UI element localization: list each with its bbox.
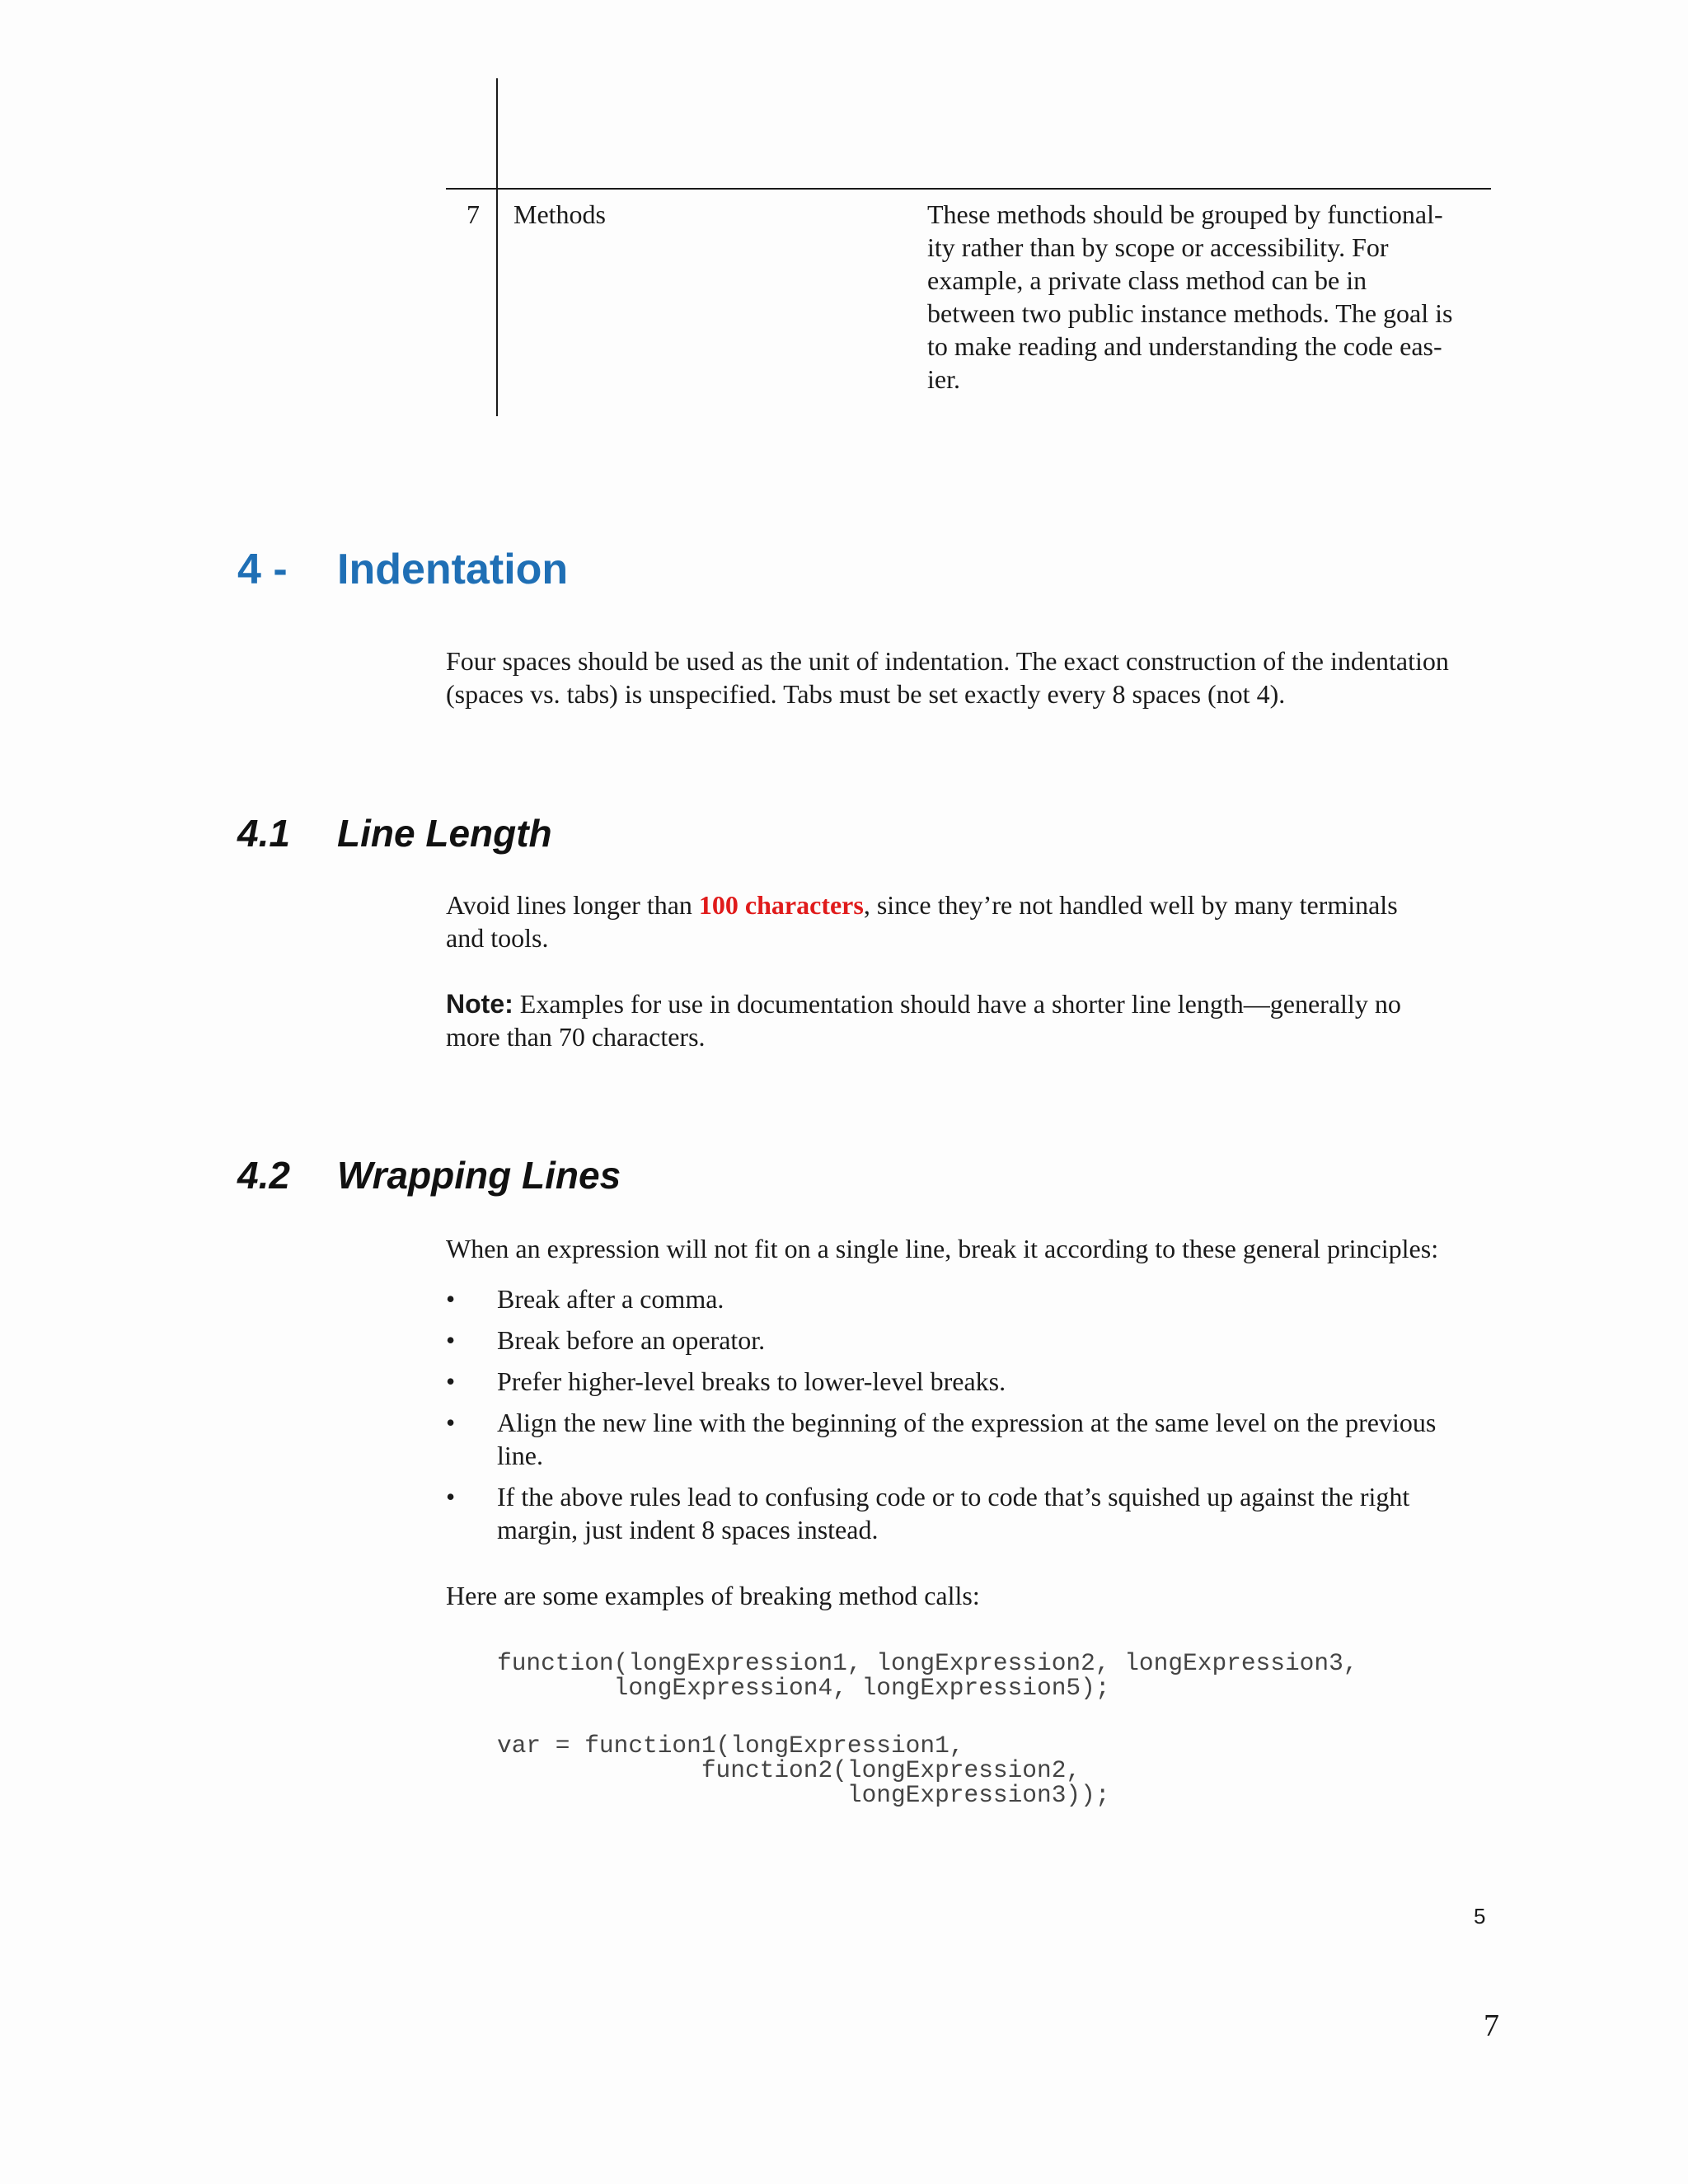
section-title: Line Length xyxy=(337,812,552,855)
highlight-text: 100 characters xyxy=(698,890,864,920)
paragraph-line: When an expression will not fit on a single line, break it according to these general principles: xyxy=(446,1234,1439,1263)
section-number: 4.2 xyxy=(237,1154,290,1197)
list-item xyxy=(446,1282,1509,1315)
list-item-text: Align the new line with the beginning of the expression at the same level on the previous xyxy=(497,1408,1437,1437)
description-line: ity rather than by scope or accessibility. For xyxy=(927,232,1389,262)
note-label: Note: xyxy=(446,989,513,1019)
text-run: Avoid lines longer than xyxy=(446,890,699,920)
bullet-glyph: • xyxy=(446,1482,456,1511)
inner-page-number: 5 xyxy=(1474,1904,1486,1929)
note-paragraph xyxy=(446,987,1509,1053)
table-column-divider xyxy=(496,78,498,416)
description-line: These methods should be grouped by functional- xyxy=(927,199,1443,229)
list-item xyxy=(446,1365,1509,1398)
bullet-glyph: • xyxy=(446,1325,456,1355)
list-item-text: Break before an operator. xyxy=(497,1325,766,1355)
section-title: Wrapping Lines xyxy=(337,1154,621,1197)
list-item xyxy=(446,1324,1509,1357)
page-number: 7 xyxy=(1484,2008,1499,2043)
table-row-divider xyxy=(446,188,1491,190)
indentation-paragraph xyxy=(446,644,1509,710)
code-example-2: var = function1(longExpression1, function2(longExpression2, longExpression3)); xyxy=(497,1732,1110,1809)
table-cell-name: Methods xyxy=(513,199,606,229)
list-item-text: Break after a comma. xyxy=(497,1284,724,1314)
description-line: between two public instance methods. The goal is xyxy=(927,298,1453,328)
description-line: ier. xyxy=(927,364,960,394)
list-item-text: Prefer higher-level breaks to lower-level breaks. xyxy=(497,1366,1006,1396)
line-length-paragraph xyxy=(446,888,1509,954)
wrapping-intro xyxy=(446,1232,1509,1265)
paragraph-line: Here are some examples of breaking method calls: xyxy=(446,1581,980,1610)
list-item-text: margin, just indent 8 spaces instead. xyxy=(497,1515,879,1544)
list-item xyxy=(446,1406,1509,1472)
bullet-glyph: • xyxy=(446,1366,456,1396)
paragraph-line: Four spaces should be used as the unit of indentation. The exact construction of the indentation xyxy=(446,646,1449,676)
table-cell-number: 7 xyxy=(467,199,480,229)
text-run: Examples for use in documentation should have a shorter line length—generally no xyxy=(513,989,1401,1019)
wrapping-principles-list xyxy=(446,1282,1509,1554)
description-line: example, a private class method can be in xyxy=(927,265,1367,295)
section-number: 4.1 xyxy=(237,812,290,855)
list-item-text: If the above rules lead to confusing code or to code that’s squished up against the right xyxy=(497,1482,1410,1511)
list-item-text: line. xyxy=(497,1441,543,1470)
section-number: 4 - xyxy=(237,546,288,593)
bullet-glyph: • xyxy=(446,1408,456,1437)
bullet-glyph: • xyxy=(446,1284,456,1314)
examples-intro xyxy=(446,1579,1509,1612)
section-title: Indentation xyxy=(337,546,569,593)
paragraph-line: and tools. xyxy=(446,923,549,953)
code-example-1: function(longExpression1, longExpression2, longExpression3, longExpression4, longExpression5); xyxy=(497,1649,1358,1702)
list-item xyxy=(446,1480,1509,1546)
paragraph-line: (spaces vs. tabs) is unspecified. Tabs must be set exactly every 8 spaces (not 4). xyxy=(446,679,1286,709)
paragraph-line: more than 70 characters. xyxy=(446,1022,706,1052)
description-line: to make reading and understanding the code eas- xyxy=(927,331,1442,361)
text-run: , since they’re not handled well by many terminals xyxy=(863,890,1398,920)
table-cell-description xyxy=(927,198,1488,396)
